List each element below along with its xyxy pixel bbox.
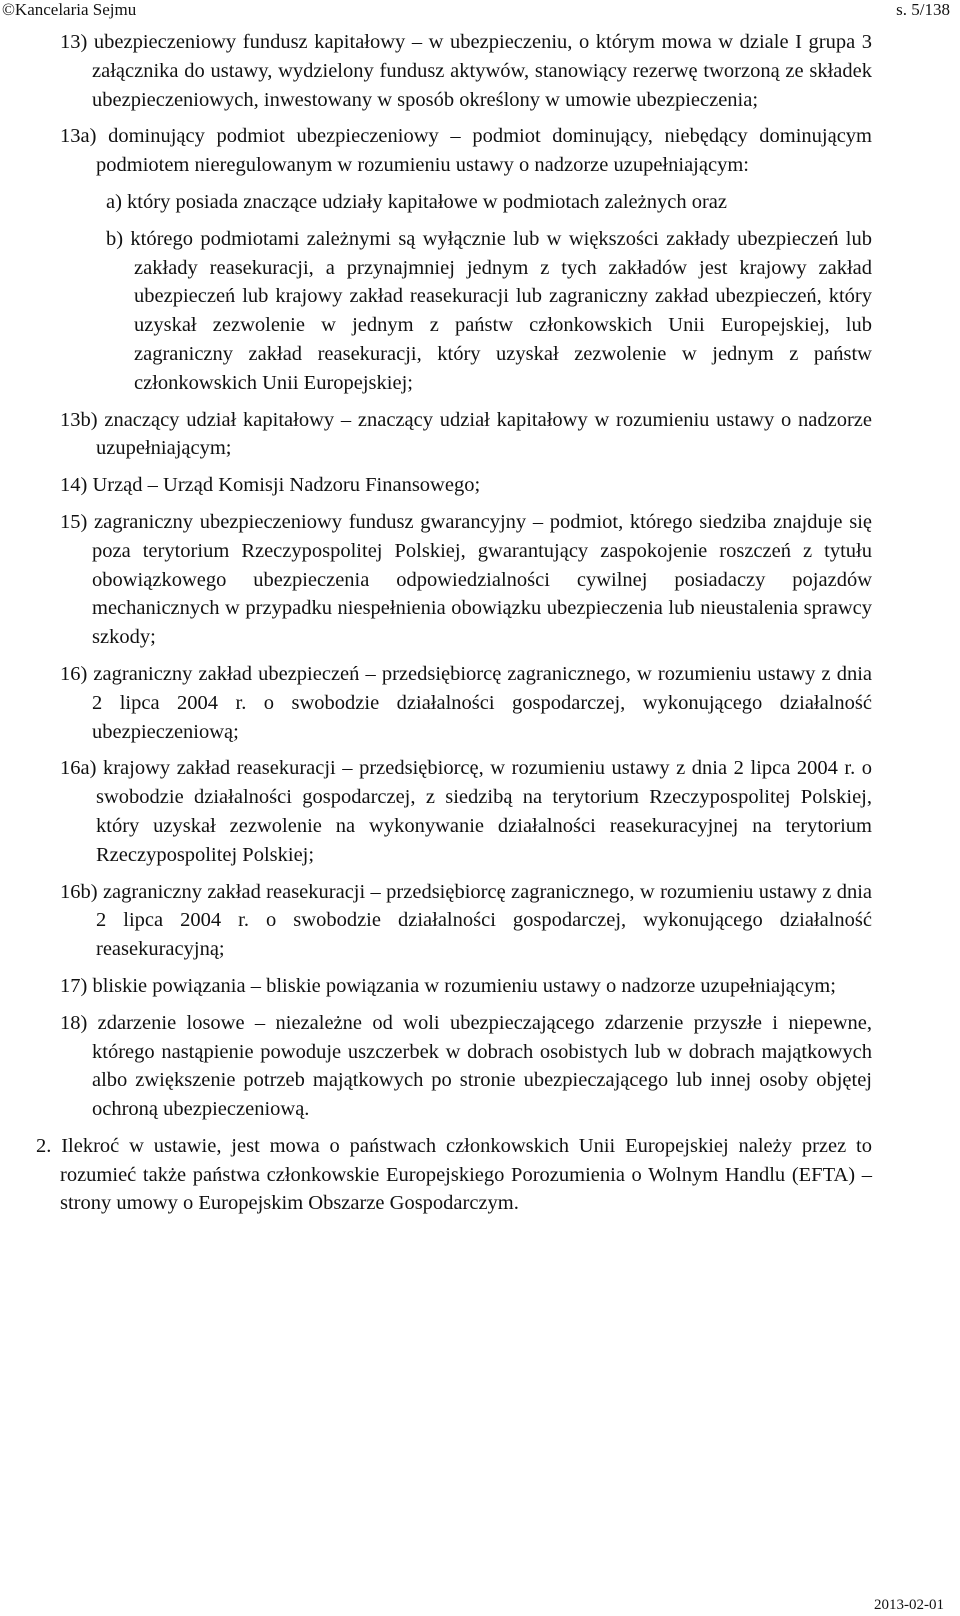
page-header [0,0,960,22]
document-body [0,28,960,1226]
definition-16: 16) zagraniczny zakład ubezpieczeń – przedsiębiorcę zagranicznego, w rozumieniu ustawy z dnia 2 lipca 2004 r. o swobodzie działalności gospodarczej, wykonującego działalność ubezpieczeniową; [60,662,872,743]
definition-18: 18) zdarzenie losowe – niezależne od woli ubezpieczającego zdarzenie przyszłe i niepewne, którego nastąpienie powoduje uszczerbek w dobrach osobistych lub w dobrach majątkowych albo zwiększenie potrzeb majątkowych po stronie ubezpieczającego lub innej osoby objętej ochroną ubezpieczeniową. [60,1011,872,1121]
paragraph-2: 2. Ilekroć w ustawie, jest mowa o państwach członkowskich Unii Europejskiej należy przez to rozumieć także państwa członkowskie Europejskiego Porozumienia o Wolnym Handlu (EFTA) – strony umowy o Europejskim Obszarze Gospodarczym. [36,1134,872,1215]
definition-16b: 16b) zagraniczny zakład reasekuracji – przedsiębiorcę zagranicznego, w rozumieniu ustawy z dnia 2 lipca 2004 r. o swobodzie działalności gospodarczej, wykonującego działalność reasekuracyjną; [60,880,872,961]
definition-13a-point-b: b) którego podmiotami zależnymi są wyłącznie lub w większości zakłady ubezpieczeń lub zakłady reasekuracji, a przynajmniej jednym z tych zakładów jest krajowy zakład ubezpieczeń lub krajowy zakład reasekuracji lub zagraniczny zakład ubezpieczeń, który uzyskał zezwolenie w jednym z państw członkowskich Unii Europejskiej, lub zagraniczny zakład reasekuracji, który uzyskał zezwolenie w jednym z państw członkowskich Unii Europejskiej; [106,227,872,394]
header-page-number: s. 5/138 [896,0,950,19]
footer-date: 2013-02-01 [874,1597,944,1613]
header-source: ©Kancelaria Sejmu [2,0,137,19]
definition-17: 17) bliskie powiązania – bliskie powiązania w rozumieniu ustawy o nadzorze uzupełniającym; [60,974,836,997]
definition-13: 13) ubezpieczeniowy fundusz kapitałowy – w ubezpieczeniu, o którym mowa w dziale I grupa 3 załącznika do ustawy, wydzielony fundusz aktywów, stanowiący rezerwę tworzoną ze składek ubezpieczeniowych, inwestowany w sposób określony w umowie ubezpieczenia; [60,31,872,111]
definition-16a: 16a) krajowy zakład reasekuracji – przedsiębiorcę, w rozumieniu ustawy z dnia 2 lipca 2004 r. o swobodzie działalności gospodarczej, z siedzibą na terytorium Rzeczypospolitej Polskiej, który uzyskał zezwolenie na wykonywanie działalności reasekuracyjnej na terytorium Rzeczypospolitej Polskiej; [60,757,872,866]
definition-14: 14) Urząd – Urząd Komisji Nadzoru Finansowego; [60,474,481,497]
definition-13a-point-a: a) który posiada znaczące udziały kapitałowe w podmiotach zależnych oraz [106,190,727,213]
definition-13a: 13a) dominujący podmiot ubezpieczeniowy – podmiot dominujący, niebędący dominującym podmiotem nieregulowanym w rozumieniu ustawy o nadzorze uzupełniającym: [60,125,872,177]
definition-13b: 13b) znaczący udział kapitałowy – znaczący udział kapitałowy w rozumieniu ustawy o nadzorze uzupełniającym; [60,408,872,460]
definition-15: 15) zagraniczny ubezpieczeniowy fundusz gwarancyjny – podmiot, którego siedziba znajduje się poza terytorium Rzeczypospolitej Polskiej, gwarantujący zaspokojenie roszczeń z tytułu obowiązkowego ubezpieczenia odpowiedzialności cywilnej posiadaczy pojazdów mechanicznych w przypadku niespełnienia obowiązku ubezpieczenia lub nieustalenia sprawcy szkody; [60,510,872,649]
